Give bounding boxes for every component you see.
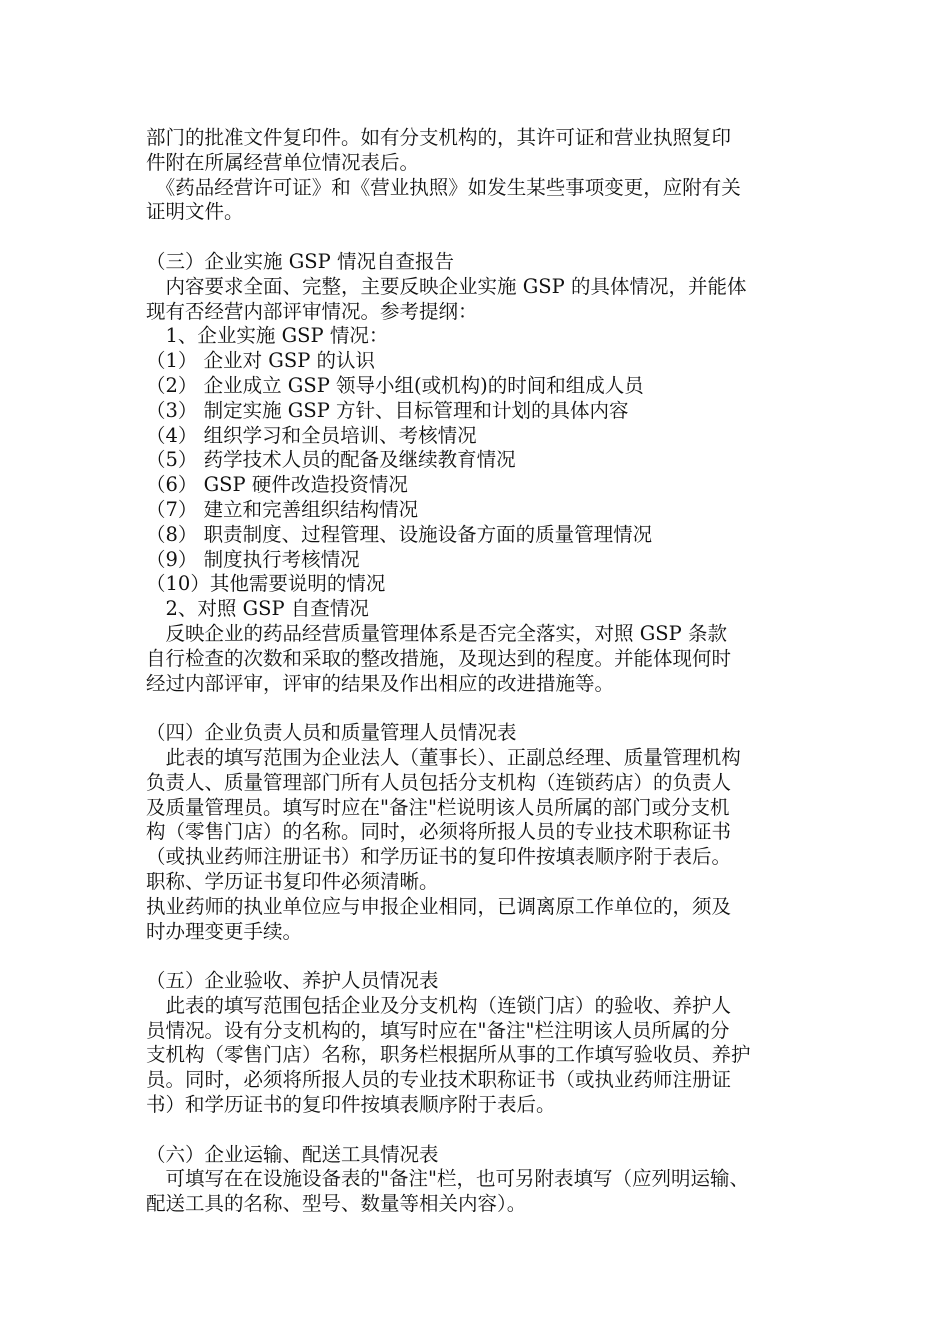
text-line: （6） GSP 硬件改造投资情况 (146, 473, 408, 497)
text-line: （8） 职责制度、过程管理、设施设备方面的质量管理情况 (146, 522, 653, 546)
text-line: 经过内部评审，评审的结果及作出相应的改进措施等。 (146, 671, 615, 695)
text-line: 构（零售门店）的名称。同时，必须将所报人员的专业技术职称证书 (146, 820, 732, 844)
text-line: 此表的填写范围包括企业及分支机构（连锁门店）的验收、养护人 (146, 993, 732, 1017)
text-line: 及质量管理员。填写时应在"备注"栏说明该人员所属的部门或分支机 (146, 795, 730, 819)
text-line: 1、企业实施 GSP 情况： (146, 324, 389, 348)
text-line: 员情况。设有分支机构的，填写时应在"备注"栏注明该人员所属的分 (146, 1018, 730, 1042)
document-page (146, 126, 810, 1217)
text-line: （9） 制度执行考核情况 (146, 547, 360, 571)
paragraph-gap (146, 1118, 810, 1143)
text-line: 2、对照 GSP 自查情况 (146, 597, 369, 621)
text-line: 反映企业的药品经营质量管理体系是否完全落实，对照 GSP 条款 (146, 621, 727, 645)
text-line: （4） 组织学习和全员培训、考核情况 (146, 423, 477, 447)
paragraph-gap (146, 696, 810, 721)
text-line: 证明文件。 (146, 200, 244, 224)
text-line: （三）企业实施 GSP 情况自查报告 (146, 249, 454, 273)
text-line: 职称、学历证书复印件必须清晰。 (146, 869, 439, 893)
text-line: 件附在所属经营单位情况表后。 (146, 150, 420, 174)
text-line: （1） 企业对 GSP 的认识 (146, 349, 376, 373)
text-line: （3） 制定实施 GSP 方针、目标管理和计划的具体内容 (146, 398, 629, 422)
text-line: 自行检查的次数和采取的整改措施，及现达到的程度。并能体现何时 (146, 646, 732, 670)
text-line: 书）和学历证书的复印件按填表顺序附于表后。 (146, 1093, 556, 1117)
paragraph-gap (146, 944, 810, 969)
text-line: 此表的填写范围为企业法人（董事长）、正副总经理、质量管理机构 (146, 745, 741, 769)
text-line: 部门的批准文件复印件。如有分支机构的，其许可证和营业执照复印 (146, 126, 732, 149)
text-line: （7） 建立和完善组织结构情况 (146, 497, 419, 521)
text-line: 员。同时，必须将所报人员的专业技术职称证书（或执业药师注册证 (146, 1068, 732, 1092)
text-line: （五）企业验收、养护人员情况表 (146, 969, 439, 993)
text-line: 时办理变更手续。 (146, 919, 303, 943)
text-line: 负责人、质量管理部门所有人员包括分支机构（连锁药店）的负责人 (146, 770, 732, 794)
text-line: （四）企业负责人员和质量管理人员情况表 (146, 721, 517, 745)
text-line: 执业药师的执业单位应与申报企业相同，已调离原工作单位的，须及 (146, 894, 732, 918)
text-line: （或执业药师注册证书）和学历证书的复印件按填表顺序附于表后。 (146, 845, 732, 869)
text-line: 支机构（零售门店）名称，职务栏根据所从事的工作填写验收员、养护 (146, 1043, 751, 1067)
text-line: 可填写在在设施设备表的"备注"栏，也可另附表填写（应列明运输、 (146, 1167, 749, 1191)
text-line: （2） 企业成立 GSP 领导小组(或机构)的时间和组成人员 (146, 373, 644, 397)
text-line: 配送工具的名称、型号、数量等相关内容）。 (146, 1192, 527, 1216)
text-line: （5） 药学技术人员的配备及继续教育情况 (146, 448, 516, 472)
text-line: 现有否经营内部评审情况。参考提纲： (146, 299, 478, 323)
text-line: 《药品经营许可证》和《营业执照》如发生某些事项变更，应附有关 (146, 175, 741, 199)
paragraph-gap (146, 225, 810, 250)
text-line: （六）企业运输、配送工具情况表 (146, 1142, 439, 1166)
text-line: 内容要求全面、完整，主要反映企业实施 GSP 的具体情况，并能体 (146, 274, 747, 298)
text-line: （10）其他需要说明的情况 (146, 572, 386, 596)
